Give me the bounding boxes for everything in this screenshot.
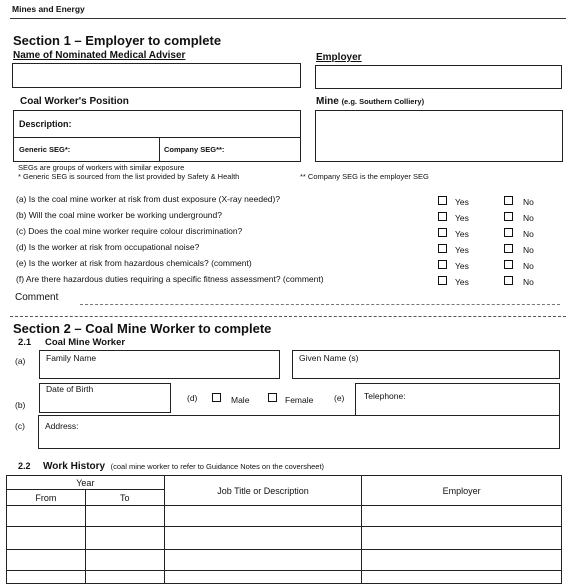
marker-b: (b) <box>15 400 26 410</box>
dob-field[interactable] <box>39 383 171 413</box>
generic-seg-label: Generic SEG*: <box>19 145 71 154</box>
section2-title: Section 2 – Coal Mine Worker to complete <box>13 321 272 336</box>
table-row <box>7 527 562 550</box>
seg-vdivider <box>159 137 160 161</box>
male-label: Male <box>231 395 250 405</box>
marker-e: (e) <box>334 393 345 403</box>
subsection-2-2-title: Work History <box>43 461 106 472</box>
seg-note-2: * Generic SEG is sourced from the list provided by Safety & Health <box>18 172 240 181</box>
marker-d: (d) <box>187 393 198 403</box>
to-cell[interactable] <box>85 550 164 571</box>
employer-cell[interactable] <box>362 506 562 527</box>
header-rule <box>10 18 566 19</box>
question-e: (e) Is the worker at risk from hazardous chemicals? (comment) <box>16 258 252 268</box>
employer-header: Employer <box>362 476 562 506</box>
no-label-c: No <box>523 229 534 239</box>
subsection-2-1-number: 2.1 <box>18 337 32 348</box>
org-header: Mines and Energy <box>12 4 85 14</box>
question-a: (a) Is the coal mine worker at risk from dust exposure (X-ray needed)? <box>16 194 281 204</box>
subsection-2-1-title: Coal Mine Worker <box>45 337 126 348</box>
female-checkbox[interactable] <box>268 393 277 402</box>
from-cell[interactable] <box>7 527 86 550</box>
yes-label-c: Yes <box>455 229 469 239</box>
job-cell[interactable] <box>164 506 362 527</box>
job-cell[interactable] <box>164 550 362 571</box>
yes-checkbox-a[interactable] <box>438 196 447 205</box>
yes-label-e: Yes <box>455 261 469 271</box>
given-name-label: Given Name (s) <box>299 353 359 363</box>
yes-label-a: Yes <box>455 197 469 207</box>
position-box <box>13 110 301 162</box>
marker-c: (c) <box>15 421 25 431</box>
question-f: (f) Are there hazardous duties requiring a specific fitness assessment? (comment) <box>16 274 324 284</box>
to-header: To <box>85 490 164 506</box>
telephone-label: Telephone: <box>364 391 406 401</box>
no-label-f: No <box>523 277 534 287</box>
year-header: Year <box>7 476 165 490</box>
from-cell[interactable] <box>7 506 86 527</box>
male-checkbox[interactable] <box>212 393 221 402</box>
given-name-field[interactable] <box>292 350 560 379</box>
mine-field[interactable] <box>315 110 563 162</box>
subsection-2-2-hint: (coal mine worker to refer to Guidance Notes on the coversheet) <box>110 462 325 471</box>
job-cell[interactable] <box>164 527 362 550</box>
no-checkbox-a[interactable] <box>504 196 513 205</box>
no-checkbox-c[interactable] <box>504 228 513 237</box>
table-row <box>7 506 562 527</box>
seg-note-company: ** Company SEG is the employer SEG <box>300 172 429 181</box>
section1-title: Section 1 – Employer to complete <box>13 33 222 48</box>
subsection-2-2-number: 2.2 <box>18 461 31 471</box>
to-cell[interactable] <box>85 527 164 550</box>
no-label-e: No <box>523 261 534 271</box>
position-label: Coal Worker's Position <box>20 96 129 107</box>
marker-a: (a) <box>15 356 26 366</box>
medical-adviser-field[interactable] <box>12 63 301 88</box>
no-checkbox-d[interactable] <box>504 244 513 253</box>
no-checkbox-b[interactable] <box>504 212 513 221</box>
comment-label: Comment <box>15 292 59 303</box>
description-label: Description: <box>19 119 72 129</box>
no-checkbox-f[interactable] <box>504 276 513 285</box>
yes-label-b: Yes <box>455 213 469 223</box>
mine-label <box>316 96 424 107</box>
work-history-table <box>6 475 562 584</box>
yes-checkbox-e[interactable] <box>438 260 447 269</box>
table-row <box>7 571 562 584</box>
no-label-d: No <box>523 245 534 255</box>
address-field[interactable] <box>38 415 560 449</box>
work-history-heading <box>18 461 324 472</box>
question-d: (d) Is the worker at risk from occupational noise? <box>16 242 200 252</box>
from-cell[interactable] <box>7 571 86 584</box>
job-cell[interactable] <box>164 571 362 584</box>
job-header: Job Title or Description <box>164 476 362 506</box>
employer-cell[interactable] <box>362 571 562 584</box>
from-cell[interactable] <box>7 550 86 571</box>
no-label-b: No <box>523 213 534 223</box>
yes-checkbox-d[interactable] <box>438 244 447 253</box>
female-label: Female <box>285 395 314 405</box>
yes-label-f: Yes <box>455 277 469 287</box>
dob-label: Date of Birth <box>46 384 94 394</box>
question-b: (b) Will the coal mine worker be working underground? <box>16 210 222 220</box>
question-c: (c) Does the coal mine worker require colour discrimination? <box>16 226 243 236</box>
company-seg-label: Company SEG**: <box>164 145 225 154</box>
yes-checkbox-c[interactable] <box>438 228 447 237</box>
no-checkbox-e[interactable] <box>504 260 513 269</box>
yes-checkbox-f[interactable] <box>438 276 447 285</box>
address-label: Address: <box>45 421 79 431</box>
telephone-field[interactable] <box>355 383 560 416</box>
comment-line[interactable] <box>80 304 560 305</box>
mine-label-text: Mine <box>316 96 339 107</box>
to-cell[interactable] <box>85 506 164 527</box>
mine-hint: (e.g. Southern Colliery) <box>341 97 425 106</box>
yes-label-d: Yes <box>455 245 469 255</box>
no-label-a: No <box>523 197 534 207</box>
family-name-label: Family Name <box>46 353 97 363</box>
employer-field[interactable] <box>315 65 562 89</box>
seg-divider <box>14 137 300 138</box>
yes-checkbox-b[interactable] <box>438 212 447 221</box>
seg-note-1: SEGs are groups of workers with similar exposure <box>18 163 185 172</box>
medical-adviser-label: Name of Nominated Medical Adviser <box>13 50 186 61</box>
table-row <box>7 550 562 571</box>
employer-cell[interactable] <box>362 527 562 550</box>
section-divider <box>10 316 566 317</box>
to-cell[interactable] <box>85 571 164 584</box>
family-name-field[interactable] <box>39 350 280 379</box>
employer-cell[interactable] <box>362 550 562 571</box>
from-header: From <box>7 490 86 506</box>
employer-label: Employer <box>316 52 362 63</box>
